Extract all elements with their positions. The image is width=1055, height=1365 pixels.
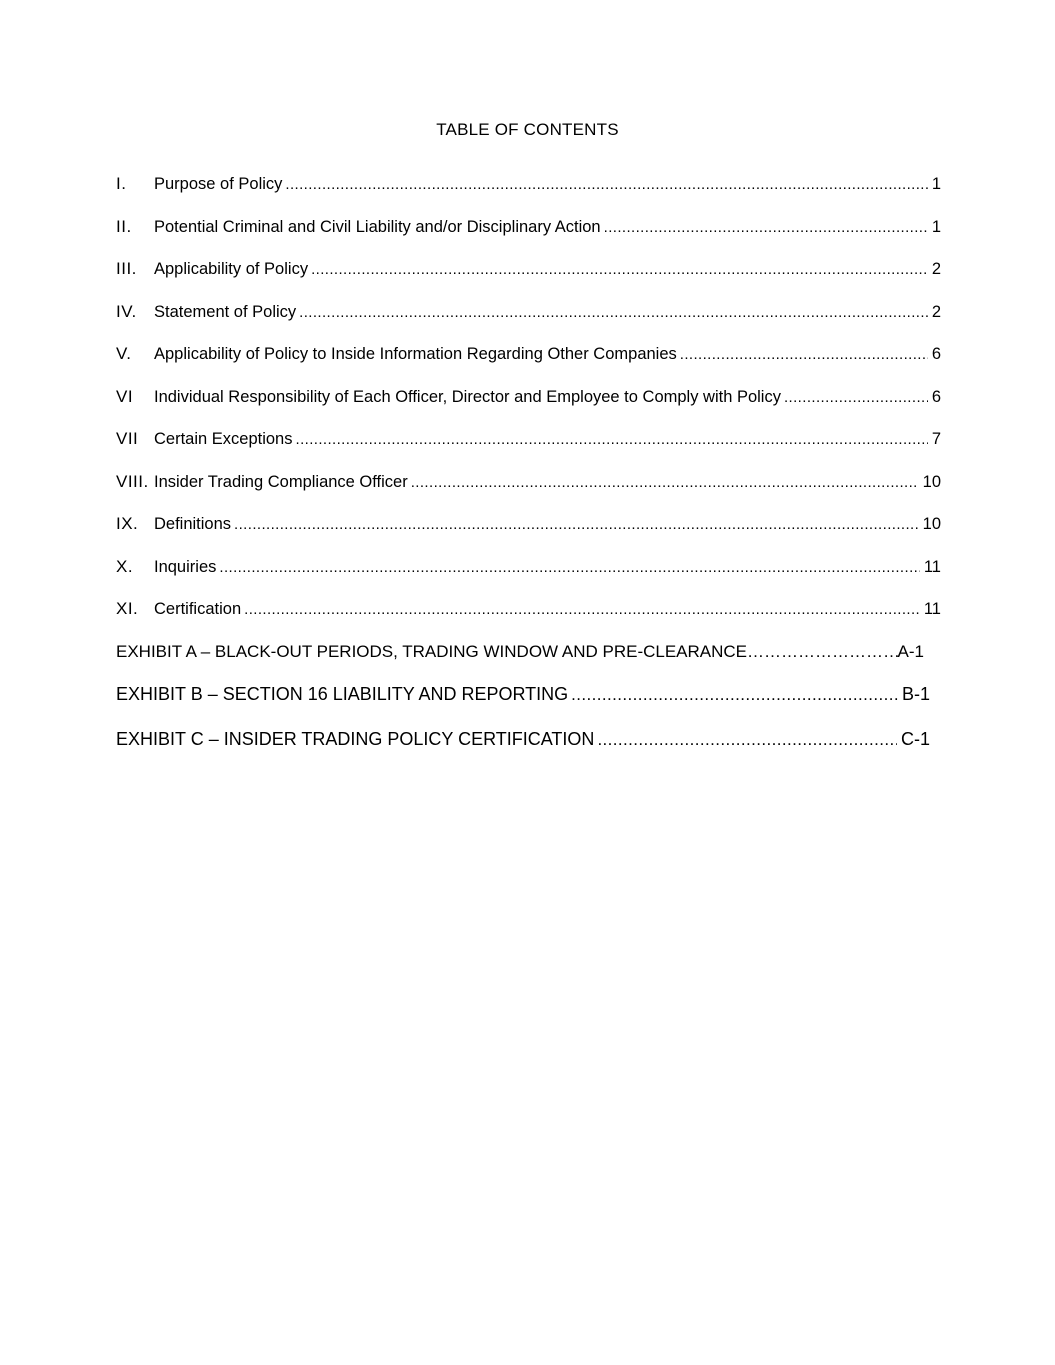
dot-leader [411, 475, 919, 490]
section-title: Certain Exceptions [154, 430, 293, 448]
page-number: 1 [931, 175, 941, 193]
dot-leader [234, 517, 919, 532]
dot-leader [244, 602, 920, 617]
toc-exhibit-entry [116, 685, 930, 703]
dot-leader [604, 220, 928, 235]
dot-leader [299, 305, 928, 320]
toc-entry [116, 175, 941, 193]
toc-entry [116, 430, 941, 448]
page-number: C-1 [900, 729, 930, 749]
section-title: Insider Trading Compliance Officer [154, 473, 408, 491]
dot-leader [285, 177, 927, 192]
page-number: 2 [931, 303, 941, 321]
page-number: 10 [922, 515, 941, 533]
page-number: 11 [923, 558, 941, 576]
section-title: Statement of Policy [154, 303, 297, 321]
toc-entry [116, 388, 941, 406]
section-number: I. [116, 174, 127, 193]
toc-entry [116, 473, 941, 491]
page-number: 10 [922, 473, 941, 491]
toc-heading: TABLE OF CONTENTS [436, 120, 619, 139]
toc-entry [116, 303, 941, 321]
dot-leader [571, 686, 898, 703]
section-title: Potential Criminal and Civil Liability and/or Disciplinary Action [154, 218, 601, 236]
section-title: Individual Responsibility of Each Officer, Director and Employee to Comply with Policy [154, 388, 781, 406]
page-number: 2 [931, 260, 941, 278]
toc-entry [116, 260, 941, 278]
toc-entry [116, 558, 941, 576]
section-title: Certification [154, 600, 242, 618]
dot-leader [680, 347, 928, 362]
dot-leader [311, 262, 928, 277]
section-number: IV. [116, 302, 137, 321]
section-number: X. [116, 557, 134, 576]
dot-leader [296, 432, 928, 447]
toc-entry [116, 218, 941, 236]
dot-leader [597, 731, 897, 748]
page-number: 7 [931, 430, 941, 448]
toc-exhibit-entry [116, 643, 924, 660]
toc-entry [116, 345, 941, 363]
page-number: 1 [931, 218, 941, 236]
dot-leader [219, 560, 919, 575]
page-number: A-1 [897, 642, 924, 661]
section-number: VI [116, 387, 134, 406]
section-title: Definitions [154, 515, 232, 533]
dot-leader [784, 390, 928, 405]
section-number: II. [116, 217, 132, 236]
section-number: III. [116, 259, 137, 278]
toc-entry [116, 515, 941, 533]
toc-entry [116, 600, 941, 618]
exhibit-title: EXHIBIT A – BLACK-OUT PERIODS, TRADING WINDOW AND PRE-CLEARANCE [116, 642, 748, 661]
page-number: B-1 [901, 684, 930, 704]
section-number: VIII. [116, 472, 149, 491]
page-number: 6 [931, 345, 941, 363]
section-number: XI. [116, 599, 139, 618]
section-title: Applicability of Policy [154, 260, 309, 278]
dot-leader [747, 643, 898, 660]
toc-exhibit-entry [116, 730, 930, 748]
section-title: Applicability of Policy to Inside Information Regarding Other Companies [154, 345, 677, 363]
exhibit-title: EXHIBIT B – SECTION 16 LIABILITY AND REPORTING [116, 684, 569, 704]
section-number: V. [116, 344, 132, 363]
page-number: 11 [923, 600, 941, 618]
section-number: IX. [116, 514, 139, 533]
exhibit-title: EXHIBIT C – INSIDER TRADING POLICY CERTIFICATION [116, 729, 595, 749]
section-title: Inquiries [154, 558, 217, 576]
page-number: 6 [931, 388, 941, 406]
section-number: VII [116, 429, 139, 448]
section-title: Purpose of Policy [154, 175, 283, 193]
